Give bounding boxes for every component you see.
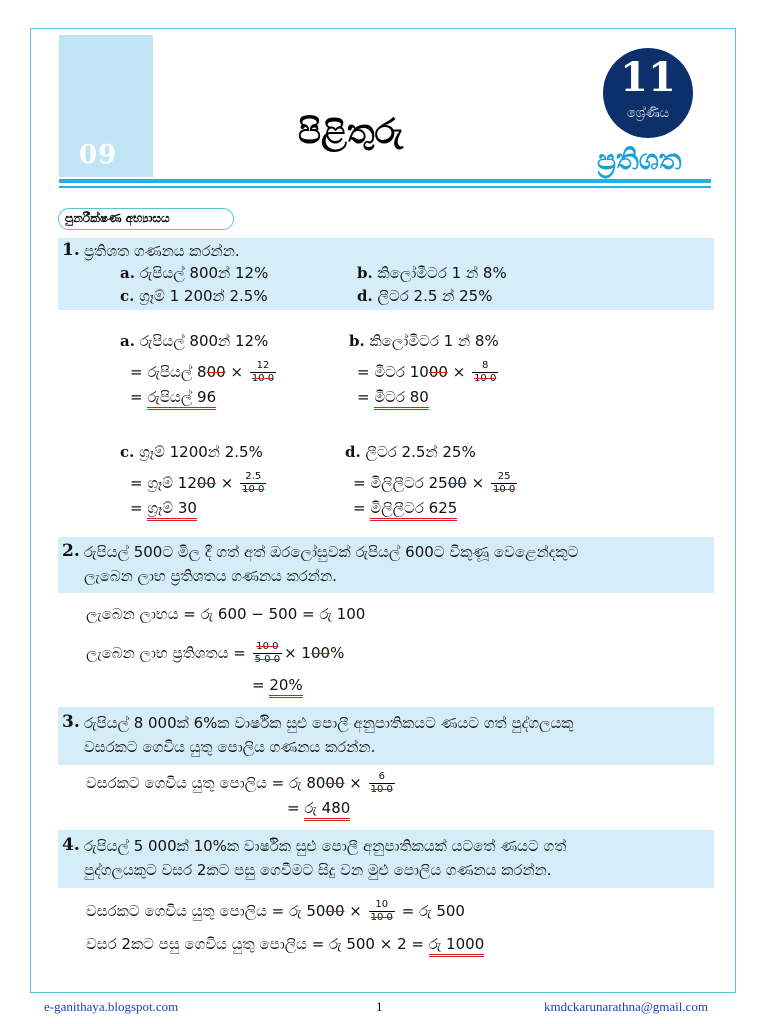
denominator: 10 0 (370, 784, 393, 795)
equals-sign: = (357, 388, 370, 406)
equals-sign: = (130, 388, 143, 406)
sol-3-text: වසරකට ගෙවිය යුතු පොලිය = රු 80 (86, 774, 326, 792)
sol-2-line-1: ලැබෙන ලාභය = රු 600 − 500 = රු 100 (86, 605, 366, 623)
question-3-line-1: රුපියල් 8 000ක් 6%ක වාර්ෂික සුළු පොලී අනුපාතිකයට ණයට ගත් පුද්ගලයකු (84, 714, 574, 732)
grade-label: ශ්‍රේණිය (626, 106, 670, 121)
denominator: 10 0 (474, 373, 497, 384)
sol-1b-answer-line (357, 388, 429, 406)
q1a-text: රුපියල් 800න් 12% (139, 264, 269, 282)
q1a-label: a. (120, 264, 135, 282)
question-1-number: 1. (62, 240, 80, 260)
sol-2-answer: 20% (269, 676, 302, 698)
equals-sign: = (130, 499, 143, 517)
sol-1a-head (120, 332, 268, 350)
q1d-text: ලීටර 2.5 න් 25% (377, 287, 493, 305)
sol-1c-answer-line (130, 499, 197, 517)
question-3-number: 3. (62, 712, 80, 732)
header-divider (59, 179, 711, 183)
grade-badge (603, 48, 693, 138)
q1c-label: c. (120, 287, 135, 305)
question-3-line-2: වසරකට ගෙවිය යුතු පොලිය ගණනය කරන්න. (84, 738, 376, 756)
times-sign: × (230, 363, 244, 381)
sol-1b-text: කිලෝමීටර 1 න් 8% (369, 332, 499, 350)
sol-1a-fraction (250, 360, 276, 385)
header-divider-thin (59, 186, 711, 188)
numerator: 6 (369, 771, 395, 784)
sol-1c-answer: ග්‍රෑම් 30 (147, 499, 197, 521)
sol-2-label: ලැබෙන ලාභ ප්‍රතිශතය = (86, 644, 246, 662)
chapter-number: 09 (79, 140, 118, 170)
sol-1d-answer-line (353, 499, 457, 517)
denominator: 5 0 0 (254, 654, 281, 665)
sol-1a-answer-line (130, 388, 216, 406)
sol-1d-text: ලීටර 2.5න් 25% (365, 443, 476, 461)
sol-3-line (86, 771, 397, 796)
sol-4-line-2 (86, 935, 484, 953)
sol-3-answer: රු 480 (304, 799, 350, 821)
sol-1d-label: d. (345, 443, 361, 461)
sol-1d-step-text: = මිලිලීටර 25 (353, 474, 448, 492)
sol-1b-cancel: 00 (428, 363, 448, 381)
numerator: 25 (491, 471, 517, 484)
numerator: 2.5 (240, 471, 266, 484)
times-sign: × (349, 902, 362, 920)
equals-sign: = (287, 799, 300, 817)
sol-2-percent: % (330, 644, 345, 662)
grade-number: 11 (620, 54, 676, 101)
sol-1d-step (353, 471, 519, 496)
sol-1c-label: c. (120, 443, 135, 461)
sol-1c-head (120, 443, 263, 461)
footer-email[interactable]: kmdckarunarathna@gmail.com (544, 999, 708, 1014)
sol-4-text: වසරකට ගෙවිය යුතු පොලිය = රු 50 (86, 902, 326, 920)
denominator: 10 0 (370, 912, 393, 923)
sol-4-text-2: වසර 2කට පසු ගෙවිය යුතු පොලිය = රු 500 × 2 = (86, 935, 424, 953)
sol-1a-step (130, 360, 278, 385)
q1c-text: ග්‍රෑම් 1 200න් 2.5% (139, 287, 268, 305)
sol-1c-step (130, 471, 268, 496)
sol-4-result: = රු 500 (401, 902, 465, 920)
times-sign: × (452, 363, 466, 381)
sol-1a-cancel: 00 (206, 363, 226, 381)
q1d-label: d. (357, 287, 373, 305)
question-4-line-2: පුද්ගලයකුට වසර 2කට පසු ගෙවීමට සිදු වන මුළු පොලිය ගණනය කරන්න. (84, 861, 552, 879)
footer-website[interactable]: e-ganithaya.blogspot.com (44, 999, 179, 1014)
sol-2-times: × 1 (284, 644, 311, 662)
page-title: පිළිතුරු (298, 112, 403, 152)
sol-1d-fraction (491, 471, 517, 496)
sol-4-answer: රු 1000 (429, 935, 484, 957)
sol-1a-answer: රුපියල් 96 (147, 388, 216, 410)
sol-1a-label: a. (120, 332, 135, 350)
sol-1b-label: b. (349, 332, 365, 350)
sol-1b-head (349, 332, 499, 350)
sol-1c-step-text: = ග්‍රෑම් 12 (130, 474, 197, 492)
question-2-line-1: රුපියල් 500ට මිල දී ගත් අත් ඔරලෝසුවක් රුපියල් 600ට විකුණූ වෙළෙන්දකුට (84, 543, 579, 561)
sol-4-fraction (369, 899, 395, 924)
numerator: 10 0 (253, 641, 282, 654)
times-sign: × (349, 774, 362, 792)
sol-4-line-1 (86, 899, 465, 924)
page-number: 1 (376, 999, 383, 1014)
sol-2-line-2 (86, 641, 344, 666)
question-4-number: 4. (62, 835, 80, 855)
equals-sign: = (353, 499, 366, 517)
question-1a (120, 264, 268, 282)
sol-1d-head (345, 443, 476, 461)
question-2-number: 2. (62, 541, 80, 561)
question-1c (120, 287, 268, 305)
sol-1b-answer: මීටර 80 (374, 388, 429, 410)
sol-4-cancel: 00 (325, 902, 345, 920)
sol-1b-step (357, 360, 500, 385)
sol-1b-fraction (472, 360, 498, 385)
numerator: 8 (472, 360, 498, 373)
denominator: 10 0 (242, 484, 265, 495)
q1b-label: b. (357, 264, 373, 282)
sol-1d-answer: මිලිලීටර 625 (370, 499, 457, 521)
section-label: පුනරීක්ෂණ අභ්‍යාසය (58, 208, 234, 230)
sol-1c-cancel: 00 (196, 474, 216, 492)
topic-title: ප්‍රතිශත (597, 143, 682, 176)
numerator: 12 (250, 360, 276, 373)
times-sign: × (220, 474, 234, 492)
numerator: 10 (369, 899, 395, 912)
question-1-text: ප්‍රතිශත ගණනය කරන්න. (84, 242, 240, 260)
question-4-line-1: රුපියල් 5 000ක් 10%ක වාර්ෂික සුළු පොලී අනුපාතිකයක් යටතේ ණයට ගත් (84, 837, 567, 855)
sol-3-cancel: 00 (325, 774, 345, 792)
sol-1a-step-text: = රුපියල් 8 (130, 363, 207, 381)
sol-1b-step-text: = මීටර 10 (357, 363, 429, 381)
sol-2-cancel: 00 (310, 644, 331, 662)
sol-1a-text: රුපියල් 800න් 12% (139, 332, 269, 350)
question-1d (357, 287, 492, 305)
question-1b (357, 264, 507, 282)
sol-1d-cancel: 00 (447, 474, 467, 492)
sol-3-fraction (369, 771, 395, 796)
sol-1c-text: ග්‍රෑම් 1200න් 2.5% (139, 443, 263, 461)
sol-2-fraction (253, 641, 282, 666)
equals-sign: = (252, 676, 265, 694)
sol-2-answer-line (252, 676, 303, 694)
sol-3-answer-line (287, 799, 350, 817)
times-sign: × (471, 474, 485, 492)
denominator: 10 0 (251, 373, 275, 384)
q1b-text: කිලෝමීටර 1 න් 8% (377, 264, 507, 282)
question-2-line-2: ලැබෙන ලාභ ප්‍රතිශතය ගණනය කරන්න. (84, 567, 337, 585)
denominator: 10 0 (492, 484, 516, 495)
sol-1c-fraction (240, 471, 266, 496)
